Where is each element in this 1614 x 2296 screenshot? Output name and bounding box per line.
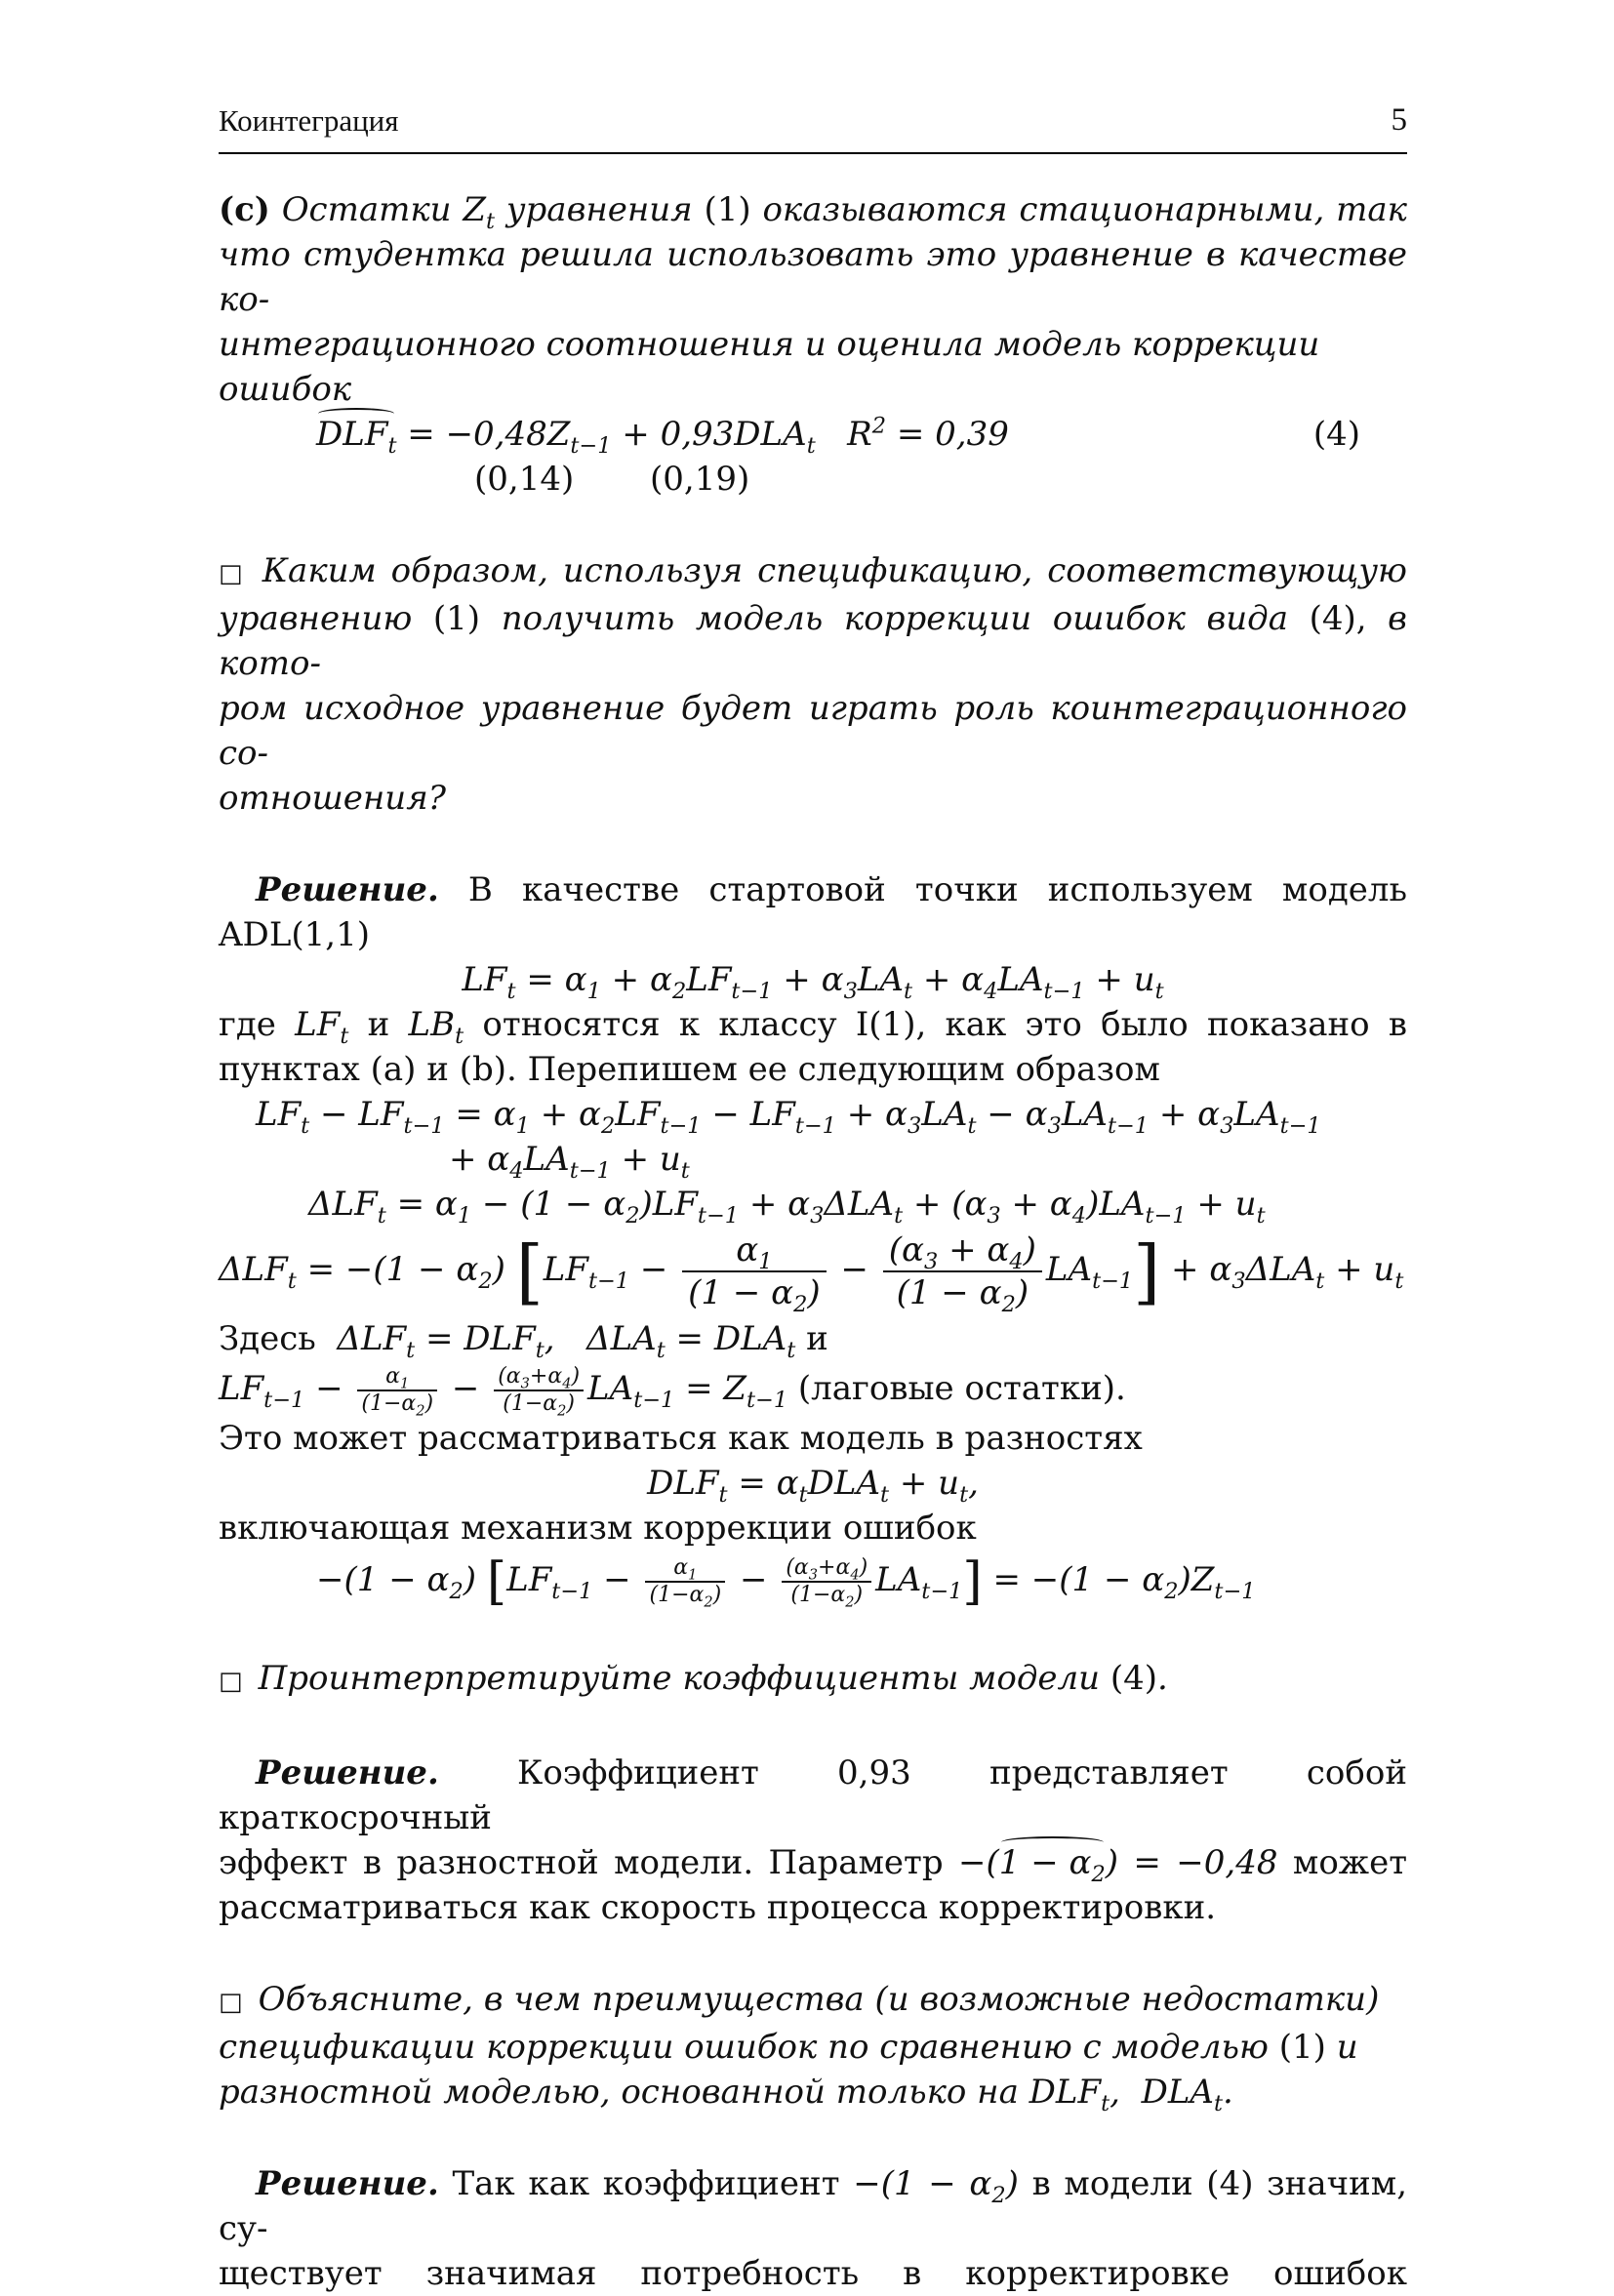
solution-1-line-ecm: включающая механизм коррекции ошибок [219,1509,977,1548]
solution-label: Решение. [256,1753,439,1792]
solution-2-line-3: рассматриваться как скорость процесса корректировки. [219,1888,1217,1927]
rewrite-equation-3: $\Delta LF_t = -(1 - \alpha_2) [LF_{t-1}$ − $\frac{\alpha_1}{(1 - \alpha_2)}$ − $\frac{(\alpha_3 + \alpha_4)}{(1 - \alpha_2)}$ $LA_{t-1}] + \alpha_3\Delta LA_t + u_t$ [219,1230,1404,1317]
solution-3-line-2: ществует значимая потребность в корректировке ошибок [219,2254,1407,2293]
solution-1-line-3: где $LF_t$ и $LB_t$ относятся к классу I(1), как это было показано в [219,1005,1407,1049]
question-3-line-1: □ Объясните, в чем преимущества (и возможные недостатки) [219,1980,1380,2019]
diff-model-equation: $DLF_t = \alpha_tDLA_t + u_t$, [647,1464,979,1508]
rewrite-equation-1: $LF_t - LF_{t-1} = \alpha_1 + \alpha_2LF_{t-1} - LF_{t-1} + \alpha_3LA_t - \alpha_3LA_{t-1} + \alpha_3LA_{t-1}$ [256,1095,1321,1139]
part-c-line-3: интеграционного соотношения и оценила модель коррекции ошибок [219,325,1320,409]
adl-equation: $LF_t = \alpha_1 + \alpha_2LF_{t-1} + \alpha_3LA_t + \alpha_4LA_{t-1} + u_t$ [462,960,1164,1004]
equation-4-number: (4) [1312,415,1360,454]
equation-4: $DLF_t = -0,48Z_{t-1} + 0,93DLA_t$ $R^2 = 0,39$ (4) [316,413,1360,459]
se-coef-z: (0,14) [474,460,575,499]
solution-2-line-1: Решение. Коэффициент 0,93 представляет собой краткосрочный [219,1753,1407,1837]
solution-label: Решение. [256,2164,439,2203]
se-coef-dla: (0,19) [650,460,750,499]
equation-4-standard-errors [219,457,1407,502]
part-c-line-1: (c) Остатки $Z_t$ уравнения (1) оказываются стационарными, так [219,190,1407,234]
question-1-line-2: уравнению (1) получить модель коррекции ошибок вида (4), в кото- [219,599,1407,683]
solution-3-line-1: Решение. Так как коэффициент $-(1 - \alpha_2)$ в модели (4) значим, су- [219,2164,1407,2248]
solution-1-line-1: Решение. В качестве стартовой точки используем модель [256,870,1407,909]
solution-2-line-2: эффект в разностной модели. Параметр $-(1 - \alpha_2) = -0,48$ может [219,1840,1407,1885]
chapter-title: Коинтеграция [219,103,399,138]
question-2: □ Проинтерпретируйте коэффициенты модели (4). [219,1659,1168,1698]
running-header [219,98,1407,154]
page-number: 5 [1391,102,1407,138]
page-content [219,187,1407,2296]
solution-1-here: Здесь $\Delta LF_t = DLF_t$, $\Delta LA_t = DLA_t$ и [219,1319,828,1363]
question-1-line-4: отношения? [219,779,446,818]
solution-label: Решение. [256,870,439,909]
question-1-line-1: □ Каким образом, используя спецификацию, соответствующую [219,551,1407,590]
question-3-line-3: разностной моделью, основанной только на $DLF_t$, $DLA_t$. [219,2073,1233,2116]
checkbox-icon: □ [219,1988,243,2017]
lagged-residuals-line: $LF_{t-1}$ − $\frac{\alpha_1}{(1-\alpha_2)}$ − $\frac{(\alpha_3+\alpha_4)}{(1-\alpha_2)}$ $LA_{t-1} = Z_{t-1}$ (лаговые остатки). [219,1364,1126,1420]
solution-1-line-4: пунктах (a) и (b). Перепишем ее следующим образом [219,1050,1160,1089]
rewrite-equation-2: $\Delta LF_t = \alpha_1 - (1 - \alpha_2)LF_{t-1} + \alpha_3\Delta LA_t + (\alpha_3 + \alpha_4)LA_{t-1} + u_t$ [308,1185,1266,1229]
question-3-line-2: спецификации коррекции ошибок по сравнению с моделью (1) и [219,2028,1358,2067]
solution-1-line-diff: Это может рассматриваться как модель в разностях [219,1419,1143,1458]
rewrite-equation-1-continued: + $\alpha_4LA_{t-1} + u_t$ [449,1140,690,1184]
checkbox-icon: □ [219,559,247,588]
solution-1-line-2: ADL(1,1) [219,915,370,954]
checkbox-icon: □ [219,1667,243,1696]
ecm-equation: $-(1 - \alpha_2)$ [$LF_{t-1}$ − $\frac{\alpha_1}{(1-\alpha_2)}$ − $\frac{(\alpha_3+\alpha_4)}{(1-\alpha_2)}$ $LA_{t-1}] = -(1 - \alpha_2)Z_{t-1}$ [316,1552,1256,1611]
question-1-line-3: ром исходное уравнение будет играть роль коинтеграционного со- [219,689,1407,773]
part-c-line-2: что студентка решила использовать это уравнение в качестве ко- [219,235,1407,319]
part-c-label: (c) [219,190,270,229]
